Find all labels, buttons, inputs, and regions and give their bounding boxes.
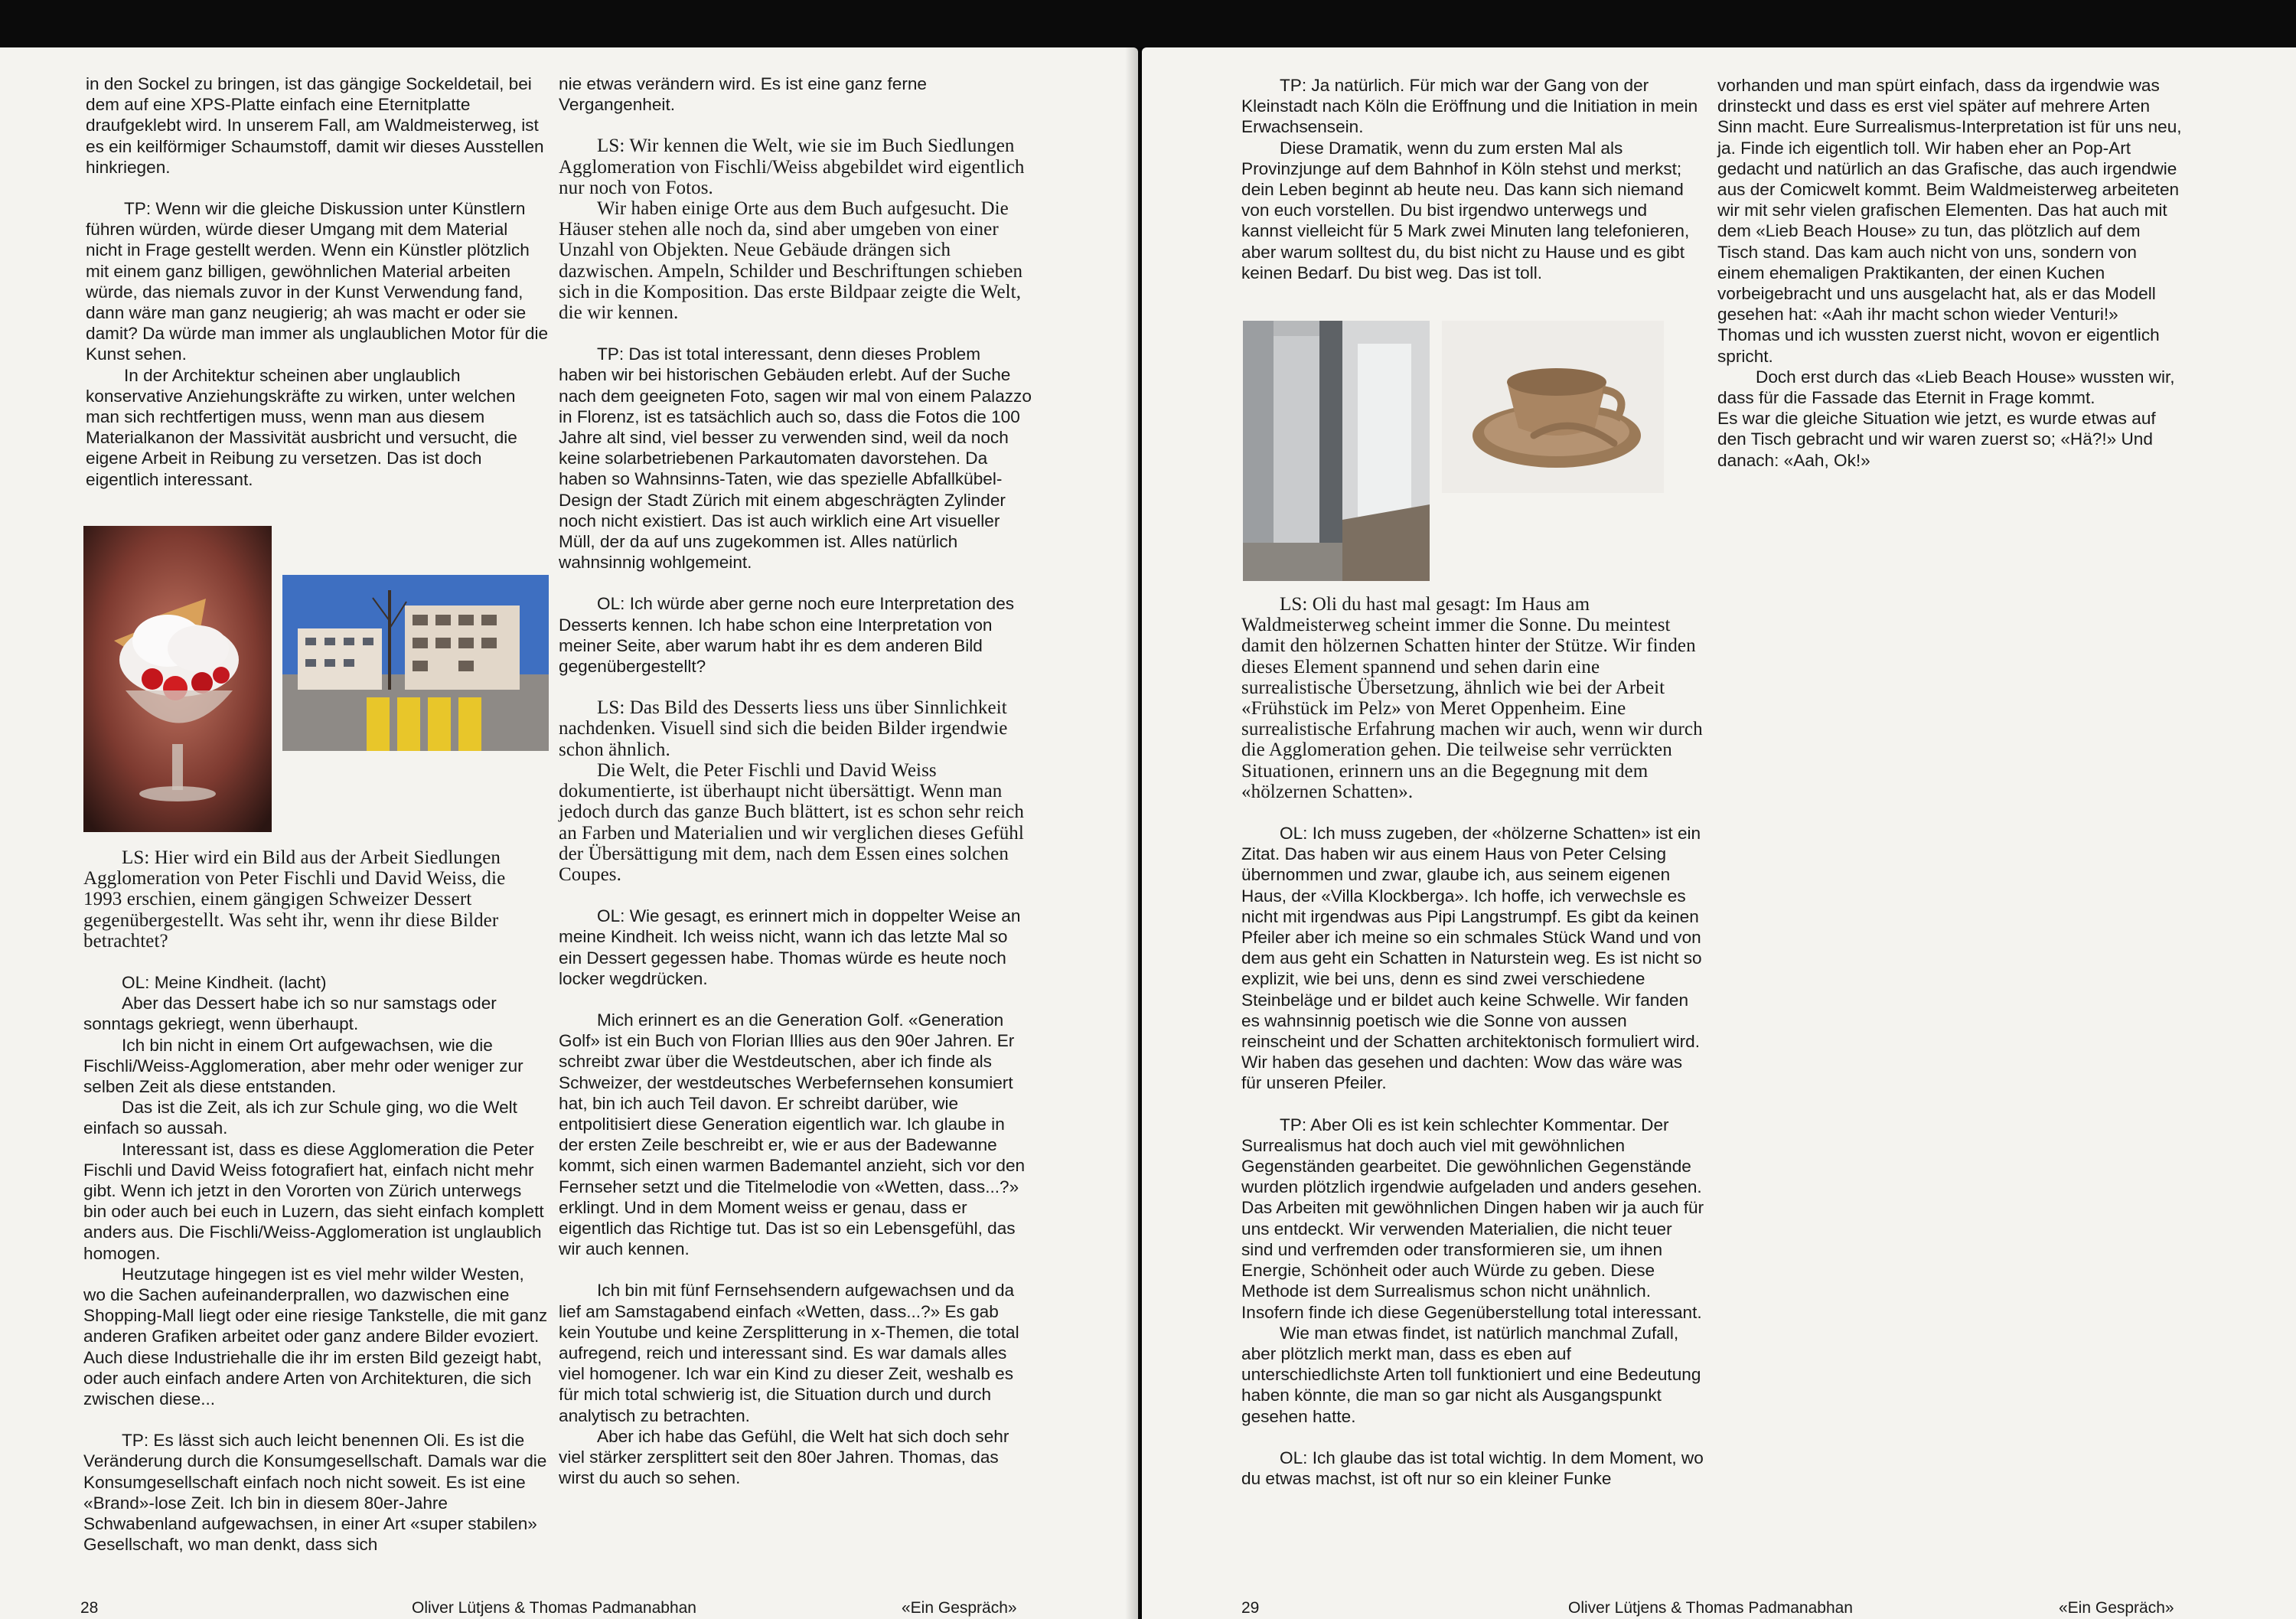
left-col2 <box>559 73 1033 1488</box>
left-col1-top <box>86 73 549 490</box>
paragraph: in den Sockel zu bringen, ist das gängige Sockeldetail, bei dem auf eine XPS-Platte einfach eine Eternitplatte draufgeklebt wird. In unserem Fall, am Waldmeisterweg, ist es ein keilförmiger Schaumstoff, damit wir dieses Ausstellen hinkriegen. <box>86 74 544 177</box>
paragraph: OL: Ich würde aber gerne noch eure Interpretation des Desserts kennen. Ich habe schon eine Interpretation von meiner Seite, aber warum habt ihr es dem anderen Bild gegenübergestellt? <box>559 594 1015 677</box>
paragraph: LS: Wir kennen die Welt, wie sie im Buch Siedlungen Agglomeration von Fischli/Weiss abgebildet wird eigentlich nur noch von Fotos. <box>559 135 1025 198</box>
right-col2 <box>1717 75 2184 471</box>
paragraph: Es war die gleiche Situation wie jetzt, es wurde etwas auf den Tisch gebracht und wir waren zuerst so; «Hä?!» Und danach: «Aah, Ok!» <box>1717 409 2156 470</box>
paragraph: TP: Ja natürlich. Für mich war der Gang von der Kleinstadt nach Köln die Eröffnung und die Initiation in mein Erwachsensein. <box>1241 76 1698 137</box>
footer-title: «Ein Gespräch» <box>2059 1599 2174 1617</box>
right-col1-bottom <box>1241 594 1704 1489</box>
paragraph: LS: Hier wird ein Bild aus der Arbeit Siedlungen Agglomeration von Peter Fischli und David Weiss, die 1993 erschien, einem gängigen Schweizer Dessert gegenübergestellt. Was seht ihr, wenn ihr diese Bilder betrachtet? <box>83 847 506 951</box>
paragraph: OL: Ich muss zugeben, der «hölzerne Schatten» ist ein Zitat. Das haben wir aus einem Haus von Peter Celsing übernommen und zwar, glaube ich, aus seinem eigenen Haus, der «Villa Klockberga». Ich hoffe, ich verwechsle es nicht mit irgendwas aus Pipi Langstrumpf. Es gibt da keinen Pfeiler aber ich meine so ein schmales Stück Wand und von dem aus geht ein Schatten in Naturstein weg. Es ist nicht so explizit, wie bei uns, denn es sind zwei verschiedene Steinbeläge und er bildet auch keine Schwelle. Wir fanden es wahnsinnig poetisch wie die Sonne von aussen reinscheint und der Schatten architektonisch formuliert wird. Wir haben das gesehen und dachten: Wow das wäre was für unseren Pfeiler. <box>1241 824 1702 1093</box>
footer-authors: Oliver Lütjens & Thomas Padmanabhan <box>412 1599 696 1617</box>
paragraph: LS: Das Bild des Desserts liess uns über Sinnlichkeit nachdenken. Visuell sind sich die beiden Bilder irgendwie schon ähnlich. <box>559 697 1008 760</box>
paragraph: TP: Das ist total interessant, denn dieses Problem haben wir bei historischen Gebäuden erlebt. Auf der Suche nach dem geeigneten Foto, sagen wir mal von einem Palazzo in Florenz, ist es tatsächlich auch so, dass die Fotos die 100 Jahre alt sind, viel besser zu verwenden sind, weil da noch keine solarbetriebenen Parkautomaten davorstehen. Da haben so Wahnsinns-Taten, wie das spezielle Abfallkübel-Design der Stadt Zürich mit einem abgeschrägten Zylinder noch nicht existiert. Das ist auch wirklich eine Art visueller Müll, der da auf uns zugekommen ist. Alles natürlich wahnsinnig wohlgemeint. <box>559 344 1032 573</box>
footer-authors: Oliver Lütjens & Thomas Padmanabhan <box>1568 1599 1853 1617</box>
paragraph: OL: Meine Kindheit. (lacht) <box>122 973 327 993</box>
paragraph: vorhanden und man spürt einfach, dass da irgendwie was drinsteckt und dass es erst viel später auf mehrere Arten Sinn macht. Eure Surrealismus-Interpretation ist für uns neu, ja. Finde ich eigentlich toll. Wir haben eher an Pop-Art gedacht und natürlich an das Grafische, das auch irgendwie aus der Comicwelt kommt. Beim Waldmeisterweg arbeiteten wir mit sehr vielen grafischen Elementen. Das hat auch mit dem «Lieb Beach House» zu tun, das plötzlich auf dem Tisch stand. Das kam auch nicht von uns, sondern von einem ehemaligen Praktikanten, der einen Kuchen vorbeigebracht und uns ausgelacht hat, als er das Modell gesehen hat: «Aah ihr macht schon wieder Venturi!» Thomas und ich wussten zuerst nicht, wovon er eigentlich spricht. <box>1717 76 2182 366</box>
paragraph: LS: Oli du hast mal gesagt: Im Haus am Waldmeisterweg scheint immer die Sonne. Du meintest damit den hölzernen Schatten hinter der Stütze. Wir finden dieses Element spannend und sehen darin eine surrealistische Übersetzung, ähnlich wie bei der Arbeit «Frühstück im Pelz» von Meret Oppenheim. Eine surrealistische Erfahrung machen wir auch, wenn wir durch die Agglomeration gehen. Die teilweise sehr verrückten Situationen, erinnern uns an die Begegnung mit dem «hölzernen Schatten». <box>1241 594 1703 802</box>
page-number: 28 <box>80 1599 99 1617</box>
paragraph: Wie man etwas findet, ist natürlich manchmal Zufall, aber plötzlich merkt man, dass es eben auf unterschiedlichste Arten toll funktioniert und eine Bedeutung haben könnte, die man so gar nicht als Ausgangspunkt gesehen hatte. <box>1241 1323 1701 1426</box>
paragraph: Doch erst durch das «Lieb Beach House» wussten wir, dass für die Fassade das Eternit in Frage kommt. <box>1717 367 2175 408</box>
left-page <box>0 47 1138 1619</box>
paragraph: TP: Es lässt sich auch leicht benennen Oli. Es ist die Veränderung durch die Konsumgesellschaft. Damals war die Konsumgesellschaft einfach noch nicht soweit. Es ist eine «Brand»-lose Zeit. Ich bin in diesem 80er-Jahre Schwabenland aufgewachsen, in einer Art «super stabilen» Gesellschaft, wo man denkt, dass sich <box>83 1431 547 1555</box>
paragraph: Das ist die Zeit, als ich zur Schule ging, wo die Welt einfach so aussah. <box>83 1098 517 1138</box>
paragraph: In der Architektur scheinen aber unglaublich konservative Anziehungskräfte zu wirken, unter welchen man sich rechtfertigen muss, wenn man aus diesem Materialkanon der Massivität ausbricht und versucht, die eigene Arbeit in Reibung zu versetzen. Das ist doch eigentlich interessant. <box>86 365 517 489</box>
paragraph: OL: Ich glaube das ist total wichtig. In dem Moment, wo du etwas machst, ist oft nur so ein kleiner Funke <box>1241 1448 1704 1488</box>
paragraph: Ich bin mit fünf Fernsehsendern aufgewachsen und da lief am Samstagabend einfach «Wetten, dass...?» Es gab kein Youtube und keine Zersplitterung in x-Themen, die total aufregend, reich und interessant sind. Es war damals alles viel homogener. Ich war ein Kind zu dieser Zeit, weshalb es für mich total schwierig ist, die Situation durch und durch analytisch zu betrachten. <box>559 1281 1019 1425</box>
paragraph: Interessant ist, dass es diese Agglomeration die Peter Fischli und David Weiss fotografiert hat, einfach nicht mehr gibt. Wenn ich jetzt in den Vororten von Zürich unterwegs bin oder auch bei euch in Luzern, das sieht einfach komplett anders aus. Die Fischli/Weiss-Agglomeration ist unglaublich homogen. <box>83 1139 544 1263</box>
left-col1-bottom <box>83 847 549 1555</box>
right-page <box>1142 47 2296 1619</box>
paragraph: Heutzutage hingegen ist es viel mehr wilder Westen, wo die Sachen aufeinanderprallen, wo dazwischen eine Shopping-Mall liegt oder eine riesige Tankstelle, die mit ganz anderen Grafiken arbeitet oder ganz andere Bilder evoziert. Auch diese Industriehalle die ihr im ersten Bild gezeigt habt, oder auch einfach andere Arten von Architekturen, die sich zwischen diese... <box>83 1264 548 1409</box>
paragraph: Aber ich habe das Gefühl, die Welt hat sich doch sehr viel stärker zersplittert seit den 80er Jahren. Thomas, das wirst du auch so sehen. <box>559 1426 1009 1488</box>
paragraph: nie etwas verändern wird. Es ist eine ganz ferne Vergangenheit. <box>559 74 927 115</box>
page-number: 29 <box>1241 1599 1260 1617</box>
paragraph: Wir haben einige Orte aus dem Buch aufgesucht. Die Häuser stehen alle noch da, sind aber umgeben von einer Unzahl von Objekten. Neue Gebäude drängen sich dazwischen. Ampeln, Schilder und Beschriftungen schieben sich in die Komposition. Das erste Bildpaar zeigte die Welt, die wir kennen. <box>559 198 1023 324</box>
footer-title: «Ein Gespräch» <box>902 1599 1017 1617</box>
interior-photo <box>1243 321 1430 581</box>
right-col1-top <box>1241 75 1701 283</box>
fur-cup-photo <box>1442 321 1664 493</box>
paragraph: Die Welt, die Peter Fischli und David Weiss dokumentierte, ist überhaupt nicht übersättigt. Wenn man jedoch durch das ganze Buch blättert, ist es schon sehr reich an Farben und Materialien und wir verglichen dieses Gefühl der Übersättigung mit dem, nach dem Essen eines solchen Coupes. <box>559 759 1024 885</box>
paragraph: TP: Wenn wir die gleiche Diskussion unter Künstlern führen würden, würde dieser Umgang mit dem Material nicht in Frage gestellt werden. Wenn ein Künstler plötzlich mit einem ganz billigen, gewöhnlichen Material arbeiten würde, das niemals zuvor in der Kunst Verwendung fand, dann wäre man ganz neugierig; ah was macht er oder sie damit? Da würde man immer als unglaublichen Motor für die Kunst sehen. <box>86 199 549 364</box>
dessert-photo <box>83 526 272 832</box>
paragraph: OL: Wie gesagt, es erinnert mich in doppelter Weise an meine Kindheit. Ich weiss nicht, wann ich das letzte Mal so ein Dessert gegessen habe. Thomas würde es heute noch locker wegdrücken. <box>559 906 1021 988</box>
paragraph: Mich erinnert es an die Generation Golf. «Generation Golf» ist ein Buch von Florian Illies aus den 90er Jahren. Er schreibt zwar über die Westdeutschen, aber ich finde als Schweizer, der westdeutsches Werbefernsehen konsumiert hat, bin ich auch Teil davon. Er schreibt darüber, wie entpolitisiert diese Generation eigentlich war. Ich glaube in der ersten Zeile beschreibt er, wie er aus der Badewanne kommt, sich einen warmen Bademantel anzieht, sich vor den Fernseher setzt und die Titelmelodie von «Wetten, dass...?» erklingt. Und in dem Moment weiss er genau, dass er eigentlich das Richtige tut. Das ist so ein Lebensgefühl, das wir auch kennen. <box>559 1010 1026 1259</box>
paragraph: Ich bin nicht in einem Ort aufgewachsen, wie die Fischli/Weiss-Agglomeration, aber mehr oder weniger zur selben Zeit als diese entstanden. <box>83 1035 523 1097</box>
paragraph: TP: Aber Oli es ist kein schlechter Kommentar. Der Surrealismus hat doch auch viel mit gewöhnlichen Gegenständen gearbeitet. Die gewöhnlichen Gegenstände wurden plötzlich irgendwie aufgeladen und anders gesehen. Das Arbeiten mit gewöhnlichen Dingen haben wir ja auch für uns entdeckt. Wir verwenden Materialien, die nicht teuer sind und verfremden oder transformieren sie, um ihnen Energie, Schönheit oder auch Würde zu geben. Diese Methode ist dem Surrealismus schon nicht unähnlich. Insofern finde ich diese Gegenüberstellung total interessant. <box>1241 1115 1704 1322</box>
agglomeration-photo <box>282 575 549 751</box>
paragraph: Diese Dramatik, wenn du zum ersten Mal als Provinzjunge auf dem Bahnhof in Köln stehst und merkst; dein Leben beginnt ab heute neu. Das kann sich niemand von euch vorstellen. Du bist irgendwo unterwegs und kannst vielleicht für 5 Mark zwei Minuten lang telefonieren, aber warum solltest du, du bist nicht zu Hause und es gibt keinen Bedarf. Du bist weg. Das ist toll. <box>1241 138 1690 282</box>
paragraph: Aber das Dessert habe ich so nur samstags oder sonntags gekriegt, wenn überhaupt. <box>83 994 497 1034</box>
